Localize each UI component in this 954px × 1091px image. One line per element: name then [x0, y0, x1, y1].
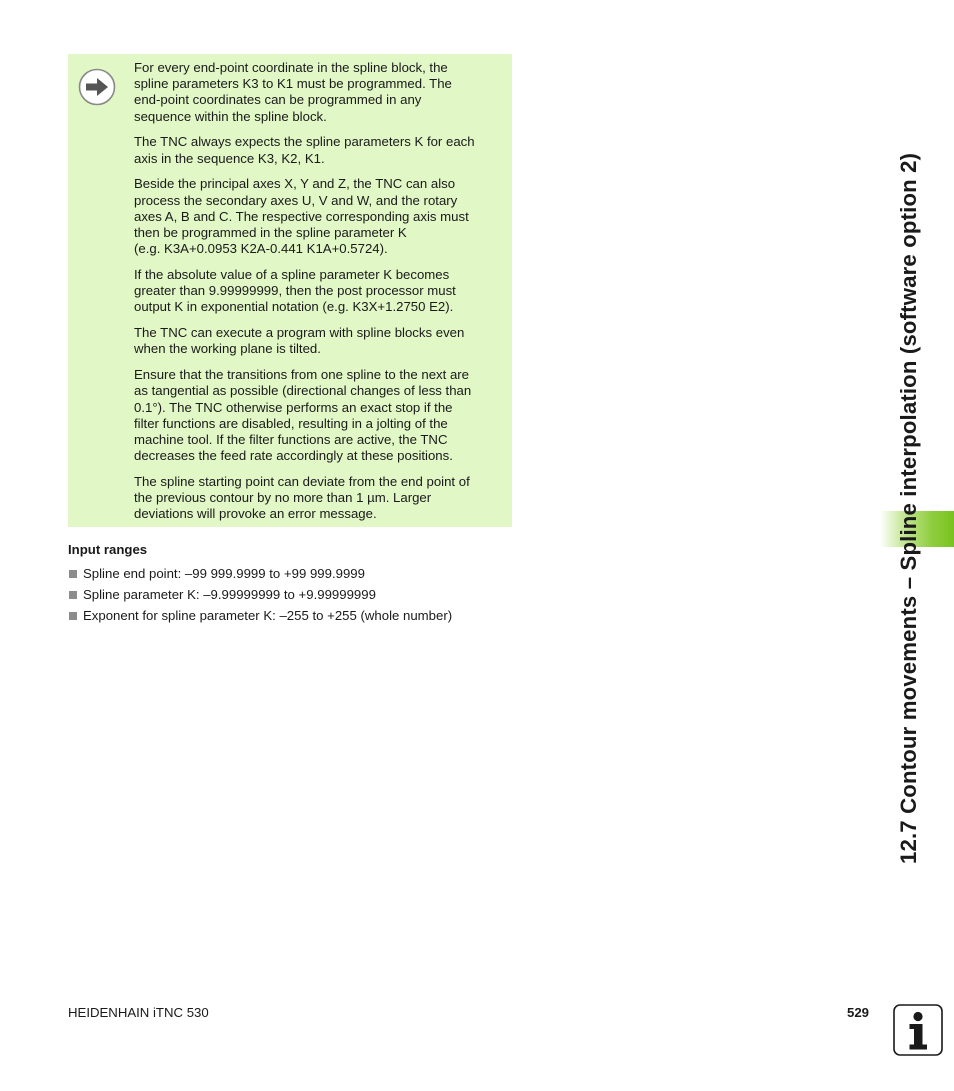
page-number: 529: [847, 1005, 870, 1020]
note-box: [68, 54, 512, 527]
list-item: [68, 584, 452, 605]
square-bullet-icon: [69, 591, 77, 599]
note-paragraph-5: The TNC can execute a program with spline blocks even when the working plane is tilted.: [134, 325, 465, 357]
note-paragraph-3: Beside the principal axes X, Y and Z, the TNC can also process the secondary axes U, V and W, and the rotary axes A, B and C. The respective corresponding axis must then be programmed in the spline parameter K (e.g. K3A+0.0953 K2A-0.441 K1A+0.5724).: [134, 176, 469, 257]
note-paragraph-7: The spline starting point can deviate from the end point of the previous contour by no more than 1 µm. Larger deviations will provoke an error message.: [134, 474, 470, 522]
section-side-title: 12.7 Contour movements – Spline interpolation (software option 2): [896, 152, 921, 864]
list-item-text: Exponent for spline parameter K: –255 to +255 (whole number): [83, 608, 453, 623]
note-paragraph-4: If the absolute value of a spline parameter K becomes greater than 9.99999999, then the post processor must output K in exponential notation (e.g. K3X+1.2750 E2).: [134, 267, 456, 315]
note-text: [134, 60, 504, 532]
list-item-text: Spline end point: –99 999.9999 to +99 999.9999: [83, 566, 365, 581]
arrow-right-icon: [78, 68, 116, 106]
info-icon: [893, 1004, 943, 1056]
square-bullet-icon: [69, 570, 77, 578]
note-paragraph-2: The TNC always expects the spline parameters K for each axis in the sequence K3, K2, K1.: [134, 134, 475, 166]
list-item: [68, 563, 452, 584]
input-ranges-heading: Input ranges: [68, 542, 148, 557]
list-item-text: Spline parameter K: –9.99999999 to +9.99999999: [83, 587, 376, 602]
list-item: [68, 605, 452, 626]
note-paragraph-1: For every end-point coordinate in the spline block, the spline parameters K3 to K1 must be programmed. The end-point coordinates can be programmed in any sequence within the spline block.: [134, 60, 452, 124]
note-paragraph-6: Ensure that the transitions from one spline to the next are as tangential as possible (directional changes of less than 0.1°). The TNC otherwise performs an exact stop if the filter functions are disabled, resulting in a jolting of the machine tool. If the filter functions are active, the TNC decreases the feed rate accordingly at these positions.: [134, 367, 472, 464]
square-bullet-icon: [69, 612, 77, 620]
input-ranges-list: [68, 563, 452, 626]
footer-product-name: HEIDENHAIN iTNC 530: [68, 1005, 209, 1020]
